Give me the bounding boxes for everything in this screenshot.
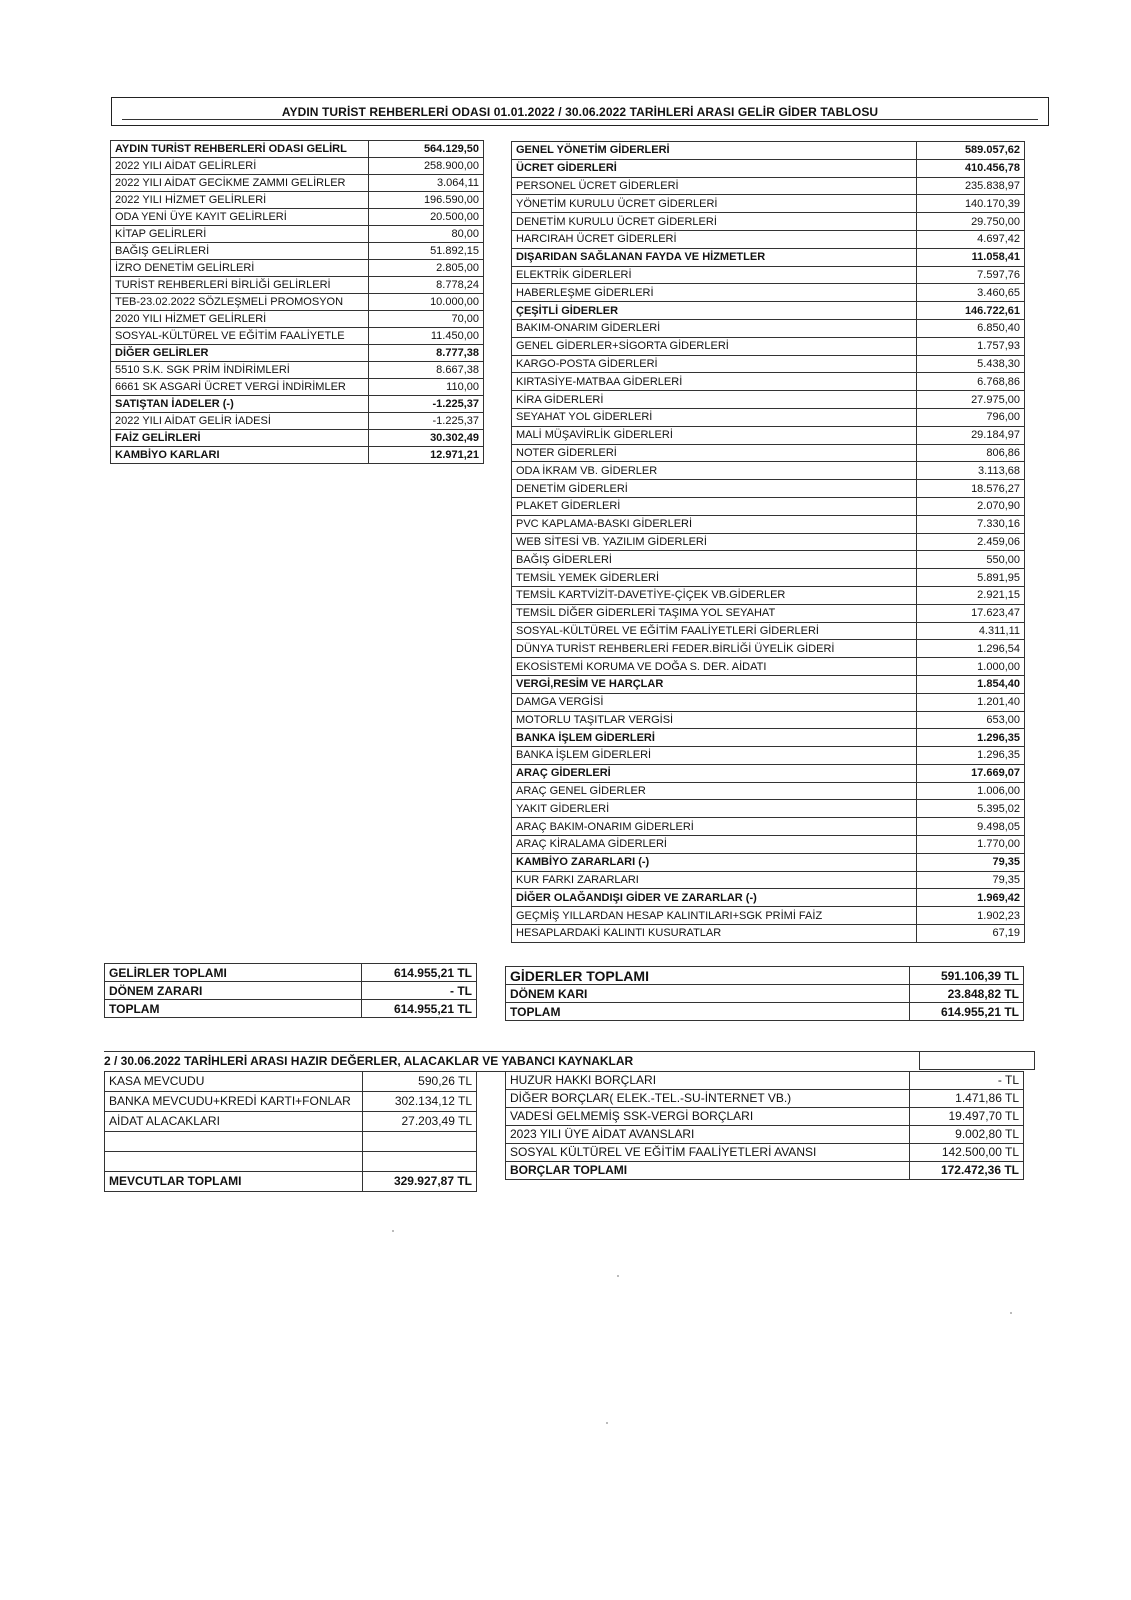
- income-row-value: 8.777,38: [369, 345, 484, 362]
- expense-row-label: HABERLEŞME GİDERLERİ: [512, 284, 917, 302]
- expense-row-label: TEMSİL KARTVİZİT-DAVETİYE-ÇİÇEK VB.GİDERLER: [512, 586, 917, 604]
- income-row-value: 51.892,15: [369, 243, 484, 260]
- expense-row-label: PLAKET GİDERLERİ: [512, 497, 917, 515]
- income-row: [111, 209, 484, 226]
- expense-total-row: [506, 967, 1024, 985]
- liabilities-table: [505, 1071, 1024, 1180]
- expense-row-label: ÇEŞİTLİ GİDERLER: [512, 302, 917, 320]
- asset-row-total: [105, 1172, 477, 1192]
- expense-row: [512, 675, 1025, 693]
- income-total-row-label: GELİRLER TOPLAMI: [105, 964, 362, 982]
- expense-row-value: 235.838,97: [917, 177, 1025, 195]
- income-row-label: KİTAP GELİRLERİ: [111, 226, 369, 243]
- expense-row: [512, 658, 1025, 676]
- income-total-row-label: DÖNEM ZARARI: [105, 982, 362, 1000]
- expense-totals-table: [505, 966, 1024, 1021]
- expense-row-value: 7.597,76: [917, 266, 1025, 284]
- expense-total-row-value: 23.848,82 TL: [910, 985, 1024, 1003]
- expense-total-row-label: GİDERLER TOPLAMI: [506, 967, 910, 985]
- expense-row-value: 4.697,42: [917, 230, 1025, 248]
- expense-row-value: 79,35: [917, 853, 1025, 871]
- expense-row-value: 29.184,97: [917, 426, 1025, 444]
- expense-row-value: 18.576,27: [917, 480, 1025, 498]
- report-title: AYDIN TURİST REHBERLERİ ODASI 01.01.2022 / 30.06.2022 TARİHLERİ ARASI GELİR GİDER TABLOSU: [281, 105, 879, 119]
- asset-row: [105, 1072, 477, 1092]
- expense-total-row: [506, 985, 1024, 1003]
- expense-row-label: ODA İKRAM VB. GİDERLER: [512, 462, 917, 480]
- expense-row-value: 1.969,42: [917, 889, 1025, 907]
- expense-row: [512, 925, 1025, 943]
- expense-row-label: DENETİM GİDERLERİ: [512, 480, 917, 498]
- expense-total-row: [506, 1003, 1024, 1021]
- income-row-label: 2022 YILI AİDAT GELİR İADESİ: [111, 413, 369, 430]
- expense-row: [512, 159, 1025, 177]
- income-row-label: FAİZ GELİRLERİ: [111, 430, 369, 447]
- expense-row: [512, 551, 1025, 569]
- income-row-label: 2022 YILI AİDAT GECİKME ZAMMI GELİRLER: [111, 175, 369, 192]
- expense-row-label: HESAPLARDAKİ KALINTI KUSURATLAR: [512, 925, 917, 943]
- expense-row: [512, 747, 1025, 765]
- liability-row: [506, 1108, 1024, 1126]
- expense-row-value: 140.170,39: [917, 195, 1025, 213]
- expense-row: [512, 782, 1025, 800]
- income-total-row-label: TOPLAM: [105, 1000, 362, 1018]
- income-row: [111, 294, 484, 311]
- expense-row-label: BAKIM-ONARIM GİDERLERİ: [512, 319, 917, 337]
- expense-row: [512, 818, 1025, 836]
- expense-row: [512, 373, 1025, 391]
- expense-row: [512, 408, 1025, 426]
- income-row: [111, 158, 484, 175]
- income-row-value: -1.225,37: [369, 396, 484, 413]
- income-row-value: 564.129,50: [369, 141, 484, 158]
- expense-row: [512, 533, 1025, 551]
- expense-row: [512, 302, 1025, 320]
- expense-row-value: 5.395,02: [917, 800, 1025, 818]
- income-row: [111, 328, 484, 345]
- expense-total-row-label: TOPLAM: [506, 1003, 910, 1021]
- income-total-row: [105, 1000, 477, 1018]
- expense-row-value: 29.750,00: [917, 213, 1025, 231]
- liability-row: [506, 1090, 1024, 1108]
- expense-row: [512, 248, 1025, 266]
- expense-row-label: KAMBİYO ZARARLARI (-): [512, 853, 917, 871]
- expense-row: [512, 640, 1025, 658]
- income-row-label: SOSYAL-KÜLTÜREL VE EĞİTİM FAALİYETLE: [111, 328, 369, 345]
- scan-speck: [617, 1275, 619, 1277]
- expense-row-label: ARAÇ GENEL GİDERLER: [512, 782, 917, 800]
- expense-row-value: 2.921,15: [917, 586, 1025, 604]
- expense-row: [512, 337, 1025, 355]
- expense-row-value: 4.311,11: [917, 622, 1025, 640]
- expense-row: [512, 480, 1025, 498]
- expense-row: [512, 693, 1025, 711]
- expense-row-value: 17.623,47: [917, 604, 1025, 622]
- expense-row-value: 1.201,40: [917, 693, 1025, 711]
- liability-row-label: VADESİ GELMEMİŞ SSK-VERGİ BORÇLARI: [506, 1108, 910, 1126]
- expense-row-label: DIŞARIDAN SAĞLANAN FAYDA VE HİZMETLER: [512, 248, 917, 266]
- expense-row-value: 1.770,00: [917, 836, 1025, 854]
- expense-row-value: 3.113,68: [917, 462, 1025, 480]
- asset-row: [105, 1152, 477, 1172]
- expense-row-value: 410.456,78: [917, 159, 1025, 177]
- income-row-label: AYDIN TURİST REHBERLERİ ODASI GELİRL: [111, 141, 369, 158]
- income-row: [111, 413, 484, 430]
- expense-row: [512, 515, 1025, 533]
- asset-row-label: BANKA MEVCUDU+KREDİ KARTI+FONLAR: [105, 1092, 363, 1112]
- expense-row-value: 6.768,86: [917, 373, 1025, 391]
- income-row-label: TURİST REHBERLERİ BİRLİĞİ GELİRLERİ: [111, 277, 369, 294]
- expense-row-value: 796,00: [917, 408, 1025, 426]
- expense-row-label: KARGO-POSTA GİDERLERİ: [512, 355, 917, 373]
- expense-row: [512, 836, 1025, 854]
- income-table: [110, 140, 484, 464]
- expense-row-value: 5.438,30: [917, 355, 1025, 373]
- income-row-label: 2022 YILI HİZMET GELİRLERİ: [111, 192, 369, 209]
- income-total-row: [105, 982, 477, 1000]
- expense-row-label: ÜCRET GİDERLERİ: [512, 159, 917, 177]
- expense-row-label: DAMGA VERGİSİ: [512, 693, 917, 711]
- expense-row-label: HARCIRAH ÜCRET GİDERLERİ: [512, 230, 917, 248]
- income-row-value: 11.450,00: [369, 328, 484, 345]
- income-row: [111, 260, 484, 277]
- expense-row: [512, 319, 1025, 337]
- expense-row: [512, 177, 1025, 195]
- asset-row-label: AİDAT ALACAKLARI: [105, 1112, 363, 1132]
- expense-row-label: ELEKTRİK GİDERLERİ: [512, 266, 917, 284]
- expense-row: [512, 444, 1025, 462]
- expense-row-value: 1.757,93: [917, 337, 1025, 355]
- liability-row-label: DİĞER BORÇLAR( ELEK.-TEL.-SU-İNTERNET VB.): [506, 1090, 910, 1108]
- income-total-row-value: - TL: [362, 982, 477, 1000]
- income-row: [111, 141, 484, 158]
- expense-row-value: 2.459,06: [917, 533, 1025, 551]
- income-row-label: DİĞER GELİRLER: [111, 345, 369, 362]
- liability-row: [506, 1126, 1024, 1144]
- expense-total-row-label: DÖNEM KARI: [506, 985, 910, 1003]
- expense-row-label: BANKA İŞLEM GİDERLERİ: [512, 747, 917, 765]
- income-row: [111, 430, 484, 447]
- expense-row: [512, 586, 1025, 604]
- income-row-value: 20.500,00: [369, 209, 484, 226]
- expense-row-label: PERSONEL ÜCRET GİDERLERİ: [512, 177, 917, 195]
- expense-row-value: 550,00: [917, 551, 1025, 569]
- expense-row-label: BANKA İŞLEM GİDERLERİ: [512, 729, 917, 747]
- expense-row-value: 653,00: [917, 711, 1025, 729]
- expense-row: [512, 711, 1025, 729]
- asset-row-value: [363, 1132, 477, 1152]
- expense-row-label: DÜNYA TURİST REHBERLERİ FEDER.BİRLİĞİ ÜYELİK GİDERİ: [512, 640, 917, 658]
- income-row-label: TEB-23.02.2022 SÖZLEŞMELİ PROMOSYON: [111, 294, 369, 311]
- income-row-label: 2022 YILI AİDAT GELİRLERİ: [111, 158, 369, 175]
- income-total-row: [105, 964, 477, 982]
- expense-row-value: 806,86: [917, 444, 1025, 462]
- expense-total-row-value: 614.955,21 TL: [910, 1003, 1024, 1021]
- expense-row-label: DENETİM KURULU ÜCRET GİDERLERİ: [512, 213, 917, 231]
- asset-row: [105, 1112, 477, 1132]
- expense-row: [512, 764, 1025, 782]
- expense-row-value: 1.854,40: [917, 675, 1025, 693]
- income-row: [111, 277, 484, 294]
- expense-row-label: WEB SİTESİ VB. YAZILIM GİDERLERİ: [512, 533, 917, 551]
- expense-row: [512, 355, 1025, 373]
- expense-row-label: ARAÇ BAKIM-ONARIM GİDERLERİ: [512, 818, 917, 836]
- expense-row-label: BAĞIŞ GİDERLERİ: [512, 551, 917, 569]
- expense-row-label: GENEL GİDERLER+SİGORTA GİDERLERİ: [512, 337, 917, 355]
- expense-row-value: 17.669,07: [917, 764, 1025, 782]
- expense-row-value: 1.296,35: [917, 747, 1025, 765]
- expense-row-value: 589.057,62: [917, 142, 1025, 160]
- liability-row-label: 2023 YILI ÜYE AİDAT AVANSLARI: [506, 1126, 910, 1144]
- expense-row: [512, 426, 1025, 444]
- liability-row-value: 9.002,80 TL: [910, 1126, 1024, 1144]
- expense-row-label: VERGİ,RESİM VE HARÇLAR: [512, 675, 917, 693]
- expense-row: [512, 800, 1025, 818]
- income-row: [111, 379, 484, 396]
- expense-row: [512, 284, 1025, 302]
- liability-row: [506, 1072, 1024, 1090]
- expense-row-value: 6.850,40: [917, 319, 1025, 337]
- income-row: [111, 192, 484, 209]
- income-row-value: 196.590,00: [369, 192, 484, 209]
- expense-row-label: NOTER GİDERLERİ: [512, 444, 917, 462]
- asset-row-value: [363, 1152, 477, 1172]
- income-row-value: 8.667,38: [369, 362, 484, 379]
- income-total-row-value: 614.955,21 TL: [362, 964, 477, 982]
- expense-row-label: GENEL YÖNETİM GİDERLERİ: [512, 142, 917, 160]
- income-row-label: 2020 YILI HİZMET GELİRLERİ: [111, 311, 369, 328]
- expense-row-label: SEYAHAT YOL GİDERLERİ: [512, 408, 917, 426]
- income-row-value: 12.971,21: [369, 447, 484, 464]
- asset-row: [105, 1132, 477, 1152]
- section2-header-cell: [919, 1051, 1035, 1070]
- assets-table: [104, 1071, 477, 1192]
- expense-row-label: ARAÇ GİDERLERİ: [512, 764, 917, 782]
- expense-row: [512, 142, 1025, 160]
- expense-row-label: KUR FARKI ZARARLARI: [512, 871, 917, 889]
- liability-row-total-label: BORÇLAR TOPLAMI: [506, 1162, 910, 1180]
- expense-row-value: 3.460,65: [917, 284, 1025, 302]
- scan-speck: [392, 1230, 394, 1232]
- expense-row: [512, 391, 1025, 409]
- expense-row-value: 7.330,16: [917, 515, 1025, 533]
- expense-row-value: 27.975,00: [917, 391, 1025, 409]
- expense-row-label: YAKIT GİDERLERİ: [512, 800, 917, 818]
- expense-row-value: 1.000,00: [917, 658, 1025, 676]
- income-row: [111, 175, 484, 192]
- expense-row-value: 9.498,05: [917, 818, 1025, 836]
- expense-table: [511, 141, 1025, 943]
- expense-row-value: 1.296,54: [917, 640, 1025, 658]
- liability-row-value: - TL: [910, 1072, 1024, 1090]
- asset-row: [105, 1092, 477, 1112]
- expense-row: [512, 853, 1025, 871]
- income-row-value: 110,00: [369, 379, 484, 396]
- expense-row: [512, 871, 1025, 889]
- income-row-label: 6661 SK ASGARİ ÜCRET VERGİ İNDİRİMLER: [111, 379, 369, 396]
- expense-row-label: GEÇMİŞ YILLARDAN HESAP KALINTILARI+SGK PRİMİ FAİZ: [512, 907, 917, 925]
- expense-row-value: 1.902,23: [917, 907, 1025, 925]
- expense-row: [512, 729, 1025, 747]
- income-row: [111, 345, 484, 362]
- expense-row-value: 79,35: [917, 871, 1025, 889]
- liability-row-label: SOSYAL KÜLTÜREL VE EĞİTİM FAALİYETLERİ AVANSI: [506, 1144, 910, 1162]
- report-title-box: [111, 97, 1049, 126]
- liability-row-value: 19.497,70 TL: [910, 1108, 1024, 1126]
- liability-row-value: 142.500,00 TL: [910, 1144, 1024, 1162]
- income-row-value: 80,00: [369, 226, 484, 243]
- income-total-row-value: 614.955,21 TL: [362, 1000, 477, 1018]
- expense-row: [512, 230, 1025, 248]
- expense-row-label: TEMSİL YEMEK GİDERLERİ: [512, 569, 917, 587]
- income-row: [111, 226, 484, 243]
- expense-row-label: PVC KAPLAMA-BASKI GİDERLERİ: [512, 515, 917, 533]
- expense-row: [512, 213, 1025, 231]
- income-row-label: KAMBİYO KARLARI: [111, 447, 369, 464]
- asset-row-value: 590,26 TL: [363, 1072, 477, 1092]
- liability-row-total: [506, 1162, 1024, 1180]
- income-row: [111, 447, 484, 464]
- expense-row-label: YÖNETİM KURULU ÜCRET GİDERLERİ: [512, 195, 917, 213]
- income-row-label: İZRO DENETİM GELİRLERİ: [111, 260, 369, 277]
- income-row-value: 8.778,24: [369, 277, 484, 294]
- expense-row-label: ARAÇ KİRALAMA GİDERLERİ: [512, 836, 917, 854]
- expense-row-value: 11.058,41: [917, 248, 1025, 266]
- income-row: [111, 243, 484, 260]
- expense-row-label: MALİ MÜŞAVİRLİK GİDERLERİ: [512, 426, 917, 444]
- expense-row-value: 67,19: [917, 925, 1025, 943]
- expense-row-value: 1.006,00: [917, 782, 1025, 800]
- title-underline: [122, 119, 1038, 120]
- income-row-label: SATIŞTAN İADELER (-): [111, 396, 369, 413]
- income-row-value: 258.900,00: [369, 158, 484, 175]
- section2-title: 2 / 30.06.2022 TARİHLERİ ARASI HAZIR DEĞERLER, ALACAKLAR VE YABANCI KAYNAKLAR: [104, 1051, 930, 1072]
- expense-row-label: TEMSİL DİĞER GİDERLERİ TAŞIMA YOL SEYAHAT: [512, 604, 917, 622]
- liability-row: [506, 1144, 1024, 1162]
- liability-row-label: HUZUR HAKKI BORÇLARI: [506, 1072, 910, 1090]
- asset-row-label: [105, 1132, 363, 1152]
- expense-row: [512, 907, 1025, 925]
- expense-total-row-value: 591.106,39 TL: [910, 967, 1024, 985]
- expense-row-label: KIRTASİYE-MATBAA GİDERLERİ: [512, 373, 917, 391]
- income-row-value: 70,00: [369, 311, 484, 328]
- liability-row-total-value: 172.472,36 TL: [910, 1162, 1024, 1180]
- expense-row: [512, 604, 1025, 622]
- income-row: [111, 396, 484, 413]
- asset-row-value: 302.134,12 TL: [363, 1092, 477, 1112]
- income-row-value: -1.225,37: [369, 413, 484, 430]
- expense-row: [512, 195, 1025, 213]
- expense-row-label: MOTORLU TAŞITLAR VERGİSİ: [512, 711, 917, 729]
- income-totals-table: [104, 963, 477, 1018]
- expense-row-label: EKOSİSTEMİ KORUMA VE DOĞA S. DER. AİDATI: [512, 658, 917, 676]
- expense-row: [512, 462, 1025, 480]
- asset-row-total-value: 329.927,87 TL: [363, 1172, 477, 1192]
- scan-speck: [1010, 1312, 1012, 1314]
- income-row-value: 3.064,11: [369, 175, 484, 192]
- income-row: [111, 362, 484, 379]
- expense-row-value: 1.296,35: [917, 729, 1025, 747]
- income-row-label: 5510 S.K. SGK PRİM İNDİRİMLERİ: [111, 362, 369, 379]
- expense-row-label: KİRA GİDERLERİ: [512, 391, 917, 409]
- expense-row-label: DİĞER OLAĞANDIŞI GİDER VE ZARARLAR (-): [512, 889, 917, 907]
- expense-row-value: 5.891,95: [917, 569, 1025, 587]
- income-row-label: BAĞIŞ GELİRLERİ: [111, 243, 369, 260]
- income-row: [111, 311, 484, 328]
- expense-row: [512, 569, 1025, 587]
- expense-row-value: 2.070,90: [917, 497, 1025, 515]
- asset-row-label: KASA MEVCUDU: [105, 1072, 363, 1092]
- liability-row-value: 1.471,86 TL: [910, 1090, 1024, 1108]
- expense-row: [512, 266, 1025, 284]
- expense-row: [512, 622, 1025, 640]
- scan-speck: [606, 1422, 608, 1424]
- asset-row-total-label: MEVCUTLAR TOPLAMI: [105, 1172, 363, 1192]
- income-row-value: 30.302,49: [369, 430, 484, 447]
- income-row-value: 10.000,00: [369, 294, 484, 311]
- expense-row-label: SOSYAL-KÜLTÜREL VE EĞİTİM FAALİYETLERİ GİDERLERİ: [512, 622, 917, 640]
- expense-row-value: 146.722,61: [917, 302, 1025, 320]
- asset-row-value: 27.203,49 TL: [363, 1112, 477, 1132]
- income-row-label: ODA YENİ ÜYE KAYIT GELİRLERİ: [111, 209, 369, 226]
- income-row-value: 2.805,00: [369, 260, 484, 277]
- expense-row: [512, 497, 1025, 515]
- asset-row-label: [105, 1152, 363, 1172]
- expense-row: [512, 889, 1025, 907]
